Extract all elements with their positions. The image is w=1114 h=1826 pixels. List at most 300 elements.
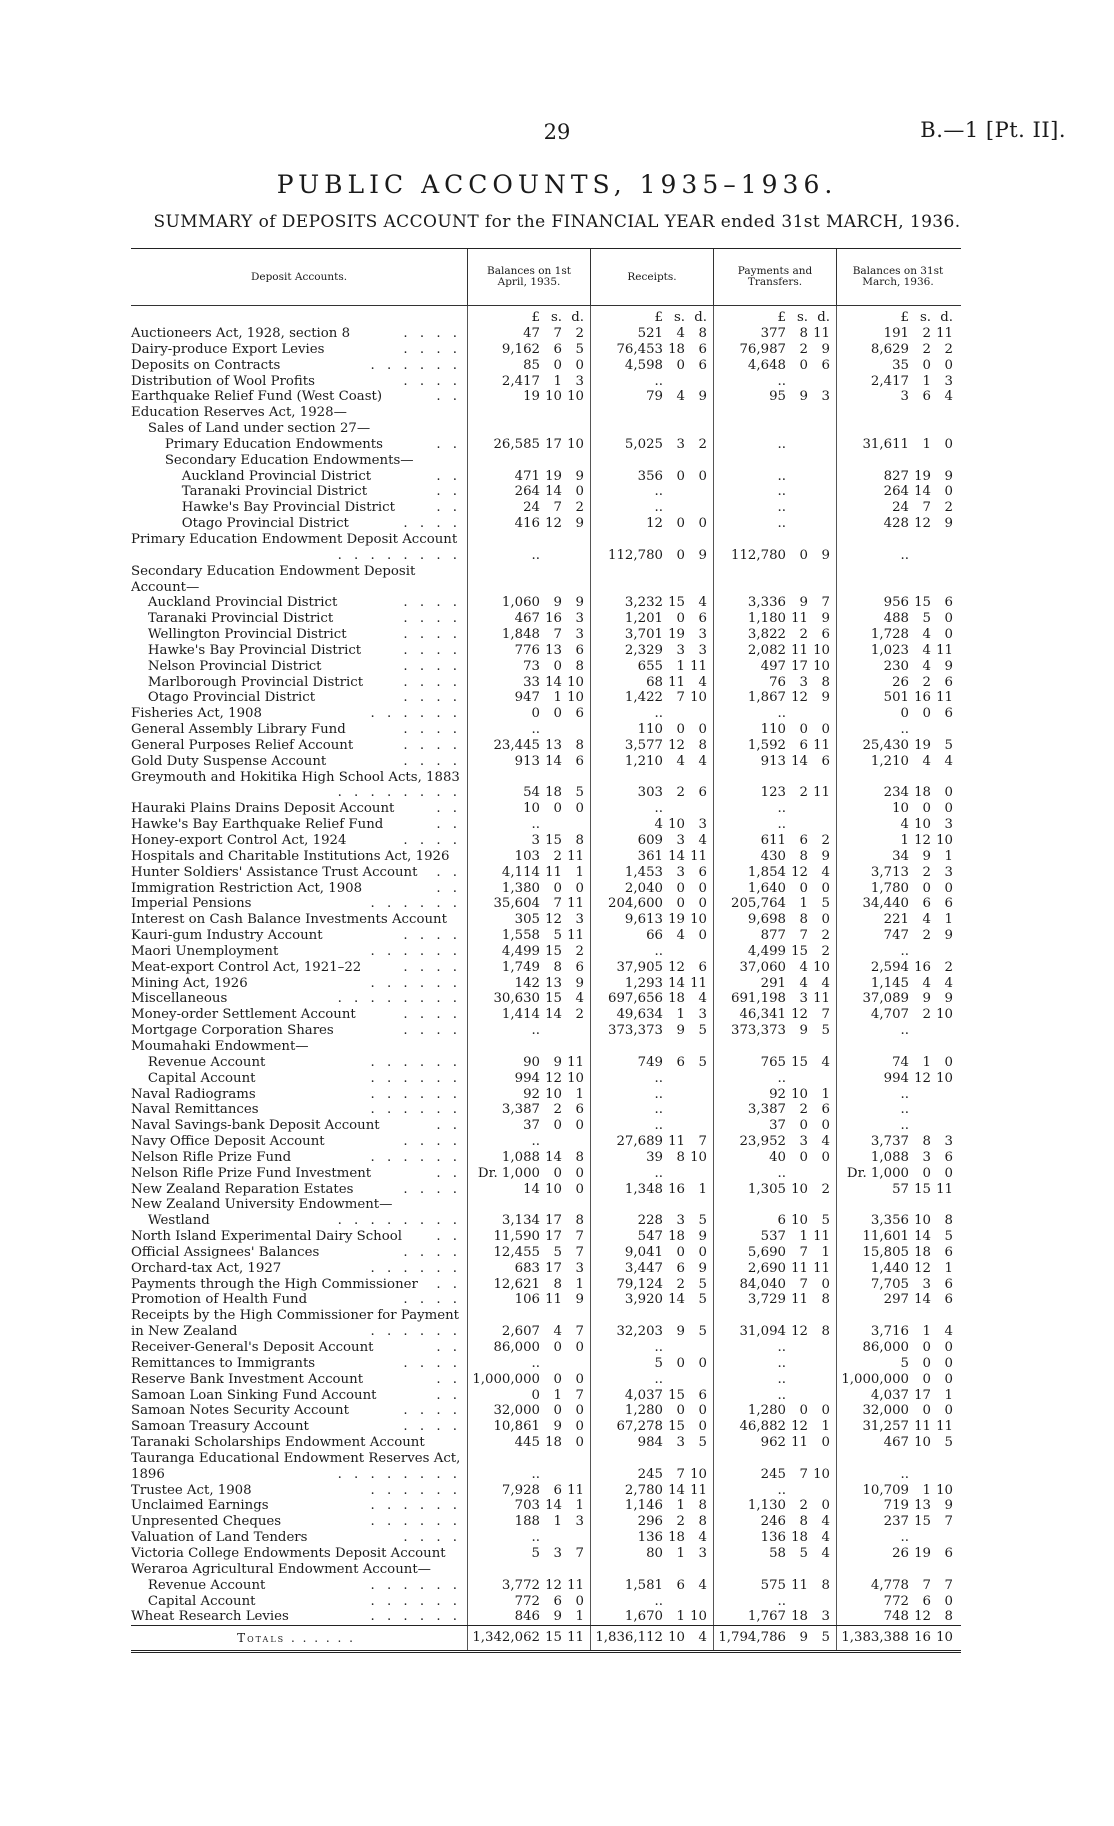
amount-cell (713, 991, 836, 1007)
amount-cell (590, 1419, 713, 1435)
leader-dots: . . . . (403, 690, 461, 706)
pounds: 377 (760, 326, 786, 341)
table-row (131, 627, 961, 643)
account-name-cell (131, 1213, 467, 1229)
pounds: 7,928 (501, 1482, 540, 1498)
pence (808, 1562, 830, 1578)
amount-cell (590, 1292, 713, 1308)
shillings: 1 (922, 436, 931, 452)
pence: 9 (821, 690, 830, 706)
pounds: .. (777, 468, 786, 484)
account-name: Education Reserves Act, 1928— (131, 405, 347, 421)
pounds: 74 (892, 1054, 909, 1070)
shillings: 12 (545, 516, 562, 532)
shillings (909, 1197, 931, 1213)
shillings: 2 (922, 1007, 931, 1023)
pounds: 1,380 (501, 880, 540, 896)
pounds: 488 (883, 611, 909, 627)
pounds: .. (654, 1371, 663, 1387)
pounds: 3,716 (870, 1324, 909, 1340)
account-name: Earthquake Relief Fund (West Coast) (131, 389, 383, 405)
pence: 0 (944, 484, 953, 500)
shillings: 1 (799, 1229, 808, 1245)
account-name: Mortgage Corporation Shares (131, 1023, 334, 1039)
pounds: 205,764 (731, 896, 786, 912)
pence: 4 (698, 1577, 707, 1593)
pounds: .. (531, 722, 540, 738)
account-name: Wheat Research Levies (131, 1609, 289, 1625)
column-header-opening-balance: Balances on 1st April, 1935. (467, 249, 590, 305)
shillings (786, 405, 808, 421)
amount-cell (836, 706, 959, 722)
pence: 11 (690, 1482, 707, 1498)
pounds: .. (900, 1530, 909, 1546)
pence: 3 (698, 1545, 707, 1561)
pounds: 136 (637, 1530, 663, 1546)
pence: 0 (821, 722, 830, 738)
table-row (131, 1435, 961, 1451)
pounds: 1,383,388 (841, 1630, 909, 1646)
account-name-cell (131, 437, 467, 453)
pounds: 47 (523, 326, 540, 341)
amount-cell (836, 928, 959, 944)
account-name-cell (131, 1245, 467, 1261)
pence: 2 (575, 943, 584, 959)
amount-cell (467, 976, 590, 992)
shillings: 0 (922, 1340, 931, 1355)
account-name-cell (131, 1007, 467, 1023)
pounds: 846 (514, 1609, 540, 1625)
pounds: 956 (883, 595, 909, 611)
shillings (786, 1388, 808, 1404)
shillings: 10 (791, 1213, 808, 1229)
account-name-cell (131, 627, 467, 643)
pence: 6 (575, 959, 584, 975)
amount-cell (590, 1229, 713, 1245)
pence: 8 (575, 658, 584, 674)
account-name: Imperial Pensions (131, 896, 252, 912)
account-name: Hunter Soldiers' Assistance Trust Account (131, 864, 418, 880)
pounds (468, 1197, 540, 1213)
amount-cell (590, 1245, 713, 1261)
amount-cell (836, 627, 959, 643)
amount-cell (713, 849, 836, 865)
shillings: 10 (545, 1181, 562, 1197)
amount-cell (590, 991, 713, 1007)
amount-cell (836, 690, 959, 706)
pounds: 110 (637, 722, 663, 738)
table-row (131, 991, 961, 1007)
shillings (663, 1372, 685, 1388)
shillings: 10 (545, 1086, 562, 1102)
shillings: 4 (553, 1324, 562, 1340)
amount-cell (467, 770, 590, 802)
leader-dots: . . . . (403, 674, 461, 690)
pence: 11 (936, 642, 953, 658)
amount-cell (590, 896, 713, 912)
pounds (591, 1039, 663, 1055)
shillings: 0 (799, 1403, 808, 1419)
pence: 8 (944, 1213, 953, 1229)
pence (562, 722, 584, 738)
shillings: 3 (922, 1276, 931, 1292)
shillings: 2 (922, 864, 931, 880)
account-name-cell (131, 1451, 467, 1483)
shillings: 0 (553, 1403, 562, 1419)
pence (931, 421, 953, 437)
pence: 7 (944, 1514, 953, 1530)
account-name-cell (131, 1118, 467, 1134)
pounds: 30,630 (493, 991, 540, 1007)
pence: 10 (813, 642, 830, 658)
amount-cell (836, 1546, 959, 1562)
shillings: 15 (914, 1514, 931, 1530)
amount-cell (836, 1102, 959, 1118)
pounds: 1,088 (501, 1149, 540, 1165)
pence: 6 (698, 341, 707, 357)
amount-cell (713, 896, 836, 912)
table-row (131, 358, 961, 374)
pounds: 37,060 (739, 959, 786, 975)
amount-cell (467, 1134, 590, 1150)
account-name: Westland (131, 1213, 210, 1229)
amount-cell (467, 1245, 590, 1261)
account-name-cell (131, 1087, 467, 1103)
shillings: 12 (914, 1609, 931, 1625)
table-row (131, 754, 961, 770)
pounds: .. (900, 1023, 909, 1039)
amount-cell (590, 421, 713, 437)
pounds: 291 (760, 975, 786, 991)
amount-cell (836, 1134, 959, 1150)
pounds: 34,440 (862, 896, 909, 912)
table-row (131, 611, 961, 627)
pounds: 361 (637, 848, 663, 864)
pence: 5 (821, 1213, 830, 1229)
account-name: Taranaki Scholarships Endowment Account (131, 1435, 425, 1451)
pence: 0 (821, 1276, 830, 1292)
amount-cell (590, 881, 713, 897)
pence: 9 (944, 1498, 953, 1514)
pence: 4 (944, 389, 953, 405)
leader-dots: . . . . (403, 1530, 461, 1546)
shillings: 2 (922, 326, 931, 341)
pence: 4 (698, 833, 707, 848)
amount-cell (713, 326, 836, 342)
pence (808, 1340, 830, 1356)
shillings: 4 (922, 627, 931, 643)
account-name: Deposits on Contracts (131, 357, 281, 373)
account-name: Meat-export Control Act, 1921–22 (131, 959, 362, 975)
shillings (663, 1087, 685, 1103)
account-name: Naval Savings-bank Deposit Account (131, 1118, 380, 1134)
pounds: 112,780 (608, 547, 663, 563)
table-row (131, 1308, 961, 1340)
pence: 11 (936, 1419, 953, 1435)
table-row (131, 1087, 961, 1103)
pounds: 9,698 (747, 912, 786, 928)
pence: 0 (575, 1371, 584, 1387)
shillings: 9 (553, 1054, 562, 1070)
amount-cell (467, 1118, 590, 1134)
amount-cell (836, 564, 959, 596)
shillings (786, 1356, 808, 1372)
units-cell (836, 306, 959, 326)
shillings: 9 (799, 389, 808, 405)
shillings: 11 (668, 674, 685, 690)
shillings: 11 (668, 1134, 685, 1150)
shillings: 0 (799, 722, 808, 738)
account-name: General Assembly Library Fund (131, 722, 346, 738)
pounds: 2,329 (624, 642, 663, 658)
leader-dots: . . (436, 500, 461, 516)
shillings: 0 (553, 801, 562, 817)
shillings: 16 (668, 1181, 685, 1197)
account-name-cell (131, 817, 467, 833)
amount-cell (590, 833, 713, 849)
pounds: .. (654, 801, 663, 817)
pounds: 27,689 (616, 1134, 663, 1150)
account-name: Greymouth and Hokitika High School Acts, 1883 (131, 769, 460, 785)
shillings: 11 (791, 1577, 808, 1593)
shillings (540, 453, 562, 469)
amount-cell (836, 1483, 959, 1499)
pence: 4 (944, 975, 953, 991)
account-name: Orchard-tax Act, 1927 (131, 1260, 282, 1276)
pence: 10 (567, 674, 584, 690)
pounds: 5,025 (624, 436, 663, 452)
shillings: 1 (553, 373, 562, 389)
shillings: 13 (914, 1498, 931, 1514)
pence: 6 (944, 1149, 953, 1165)
pence (685, 453, 707, 469)
pounds: 1,180 (747, 611, 786, 627)
account-name: Revenue Account (131, 1577, 266, 1593)
pence (931, 1087, 953, 1103)
shillings: 15 (545, 991, 562, 1007)
shillings (909, 722, 931, 738)
amount-cell (836, 722, 959, 738)
pounds: 3,822 (747, 627, 786, 643)
shillings: 0 (676, 516, 685, 532)
amount-cell (590, 1102, 713, 1118)
shillings (909, 1118, 931, 1134)
table-row (131, 1419, 961, 1435)
shillings (663, 1340, 685, 1356)
amount-cell (836, 516, 959, 532)
totals-cell (836, 1626, 959, 1650)
pounds: 1,210 (870, 753, 909, 769)
pounds: .. (531, 547, 540, 563)
table-row (131, 1594, 961, 1610)
pence: 10 (567, 389, 584, 405)
account-name-cell (131, 1514, 467, 1530)
amount-cell (713, 469, 836, 485)
pence (808, 1594, 830, 1610)
leader-dots: . . . . . . . . (337, 991, 461, 1007)
amount-cell (836, 469, 959, 485)
amount-cell (836, 1356, 959, 1372)
pence: 11 (567, 1577, 584, 1593)
amount-cell (590, 484, 713, 500)
shillings: 18 (668, 1530, 685, 1546)
shillings: 11 (545, 1292, 562, 1308)
pounds: 2,780 (624, 1482, 663, 1498)
pounds: .. (900, 547, 909, 563)
table-row (131, 453, 961, 469)
amount-cell (713, 516, 836, 532)
amount-cell (467, 1071, 590, 1087)
shillings: 10 (914, 1213, 931, 1229)
amount-cell (467, 1546, 590, 1562)
shillings: 6 (553, 1593, 562, 1609)
shillings: 12 (914, 833, 931, 848)
shillings: 4 (676, 928, 685, 944)
shillings (786, 374, 808, 390)
amount-cell (467, 1578, 590, 1594)
shillings: 2 (922, 674, 931, 690)
pounds: 3,356 (870, 1213, 909, 1229)
pence (685, 706, 707, 722)
amount-cell (467, 564, 590, 596)
account-name-cell (131, 1498, 467, 1514)
pence: 7 (575, 1545, 584, 1561)
column-header-receipts: Receipts. (590, 249, 713, 305)
pence (562, 1562, 584, 1578)
pence: 6 (944, 1545, 953, 1561)
account-name-cell (131, 991, 467, 1007)
pounds: 191 (883, 326, 909, 341)
pounds (591, 453, 663, 469)
pence (808, 469, 830, 485)
amount-cell (467, 1498, 590, 1514)
pounds: 1,088 (870, 1149, 909, 1165)
pence: 3 (575, 373, 584, 389)
amount-cell (590, 1087, 713, 1103)
leader-dots: . . . . (403, 1403, 461, 1419)
amount-cell (467, 1150, 590, 1166)
table-row (131, 1261, 961, 1277)
table-row (131, 1007, 961, 1023)
shillings: 4 (922, 642, 931, 658)
shillings: 1 (922, 1482, 931, 1498)
pounds: 827 (883, 468, 909, 484)
account-name-cell (131, 500, 467, 516)
shillings: 6 (922, 896, 931, 912)
table-row (131, 1166, 961, 1182)
amount-cell (713, 976, 836, 992)
amount-cell (713, 1055, 836, 1071)
leader-dots: . . . . (403, 642, 461, 658)
pence: 1 (944, 1387, 953, 1403)
shillings: 0 (553, 658, 562, 674)
pounds: 237 (883, 1514, 909, 1530)
account-name: Trustee Act, 1908 (131, 1482, 252, 1498)
pence: 10 (567, 690, 584, 706)
pence (685, 1340, 707, 1356)
pounds: 66 (646, 928, 663, 944)
account-name-cell (131, 1023, 467, 1039)
pounds: 2,594 (870, 959, 909, 975)
amount-cell (467, 1055, 590, 1071)
table-row (131, 1609, 961, 1625)
account-name-cell (131, 1388, 467, 1404)
pounds (714, 421, 786, 437)
pence (931, 1530, 953, 1546)
leader-dots: . . (436, 484, 461, 500)
pence: 0 (944, 1355, 953, 1371)
amount-cell (836, 896, 959, 912)
shillings: 11 (791, 611, 808, 627)
pence: 4 (821, 1545, 830, 1561)
amount-cell (467, 484, 590, 500)
pence: 9 (698, 389, 707, 405)
pounds: 26 (892, 1545, 909, 1561)
pounds: 1,780 (870, 880, 909, 896)
pence: 1 (944, 1260, 953, 1276)
amount-cell (590, 389, 713, 405)
pounds: 683 (514, 1260, 540, 1276)
pounds: 747 (883, 928, 909, 944)
pence (562, 1023, 584, 1039)
pence: 11 (567, 848, 584, 864)
amount-cell (713, 1087, 836, 1103)
pence: 0 (944, 357, 953, 373)
pence: 0 (575, 880, 584, 896)
pounds: 467 (883, 1435, 909, 1451)
pence: 0 (698, 722, 707, 738)
shillings (786, 1197, 808, 1213)
pence: 8 (821, 674, 830, 690)
pence: 3 (944, 864, 953, 880)
shillings: 0 (553, 357, 562, 373)
pounds: 3,387 (747, 1102, 786, 1118)
pence (808, 1356, 830, 1372)
amount-cell (467, 690, 590, 706)
shillings: 7 (799, 1244, 808, 1260)
shillings: 15 (914, 595, 931, 611)
amount-cell (590, 690, 713, 706)
leader-dots: . . (436, 389, 461, 405)
amount-cell (713, 342, 836, 358)
units-row (131, 306, 961, 326)
shillings: 14 (668, 1482, 685, 1498)
pounds: 1,210 (624, 753, 663, 769)
pounds: 1,145 (870, 975, 909, 991)
pounds: 245 (760, 1466, 786, 1482)
pence: 6 (944, 1276, 953, 1292)
shillings: 3 (676, 436, 685, 452)
shillings: 9 (553, 1419, 562, 1435)
account-name: Samoan Notes Security Account (131, 1403, 349, 1419)
leader-dots: . . . . (403, 833, 461, 848)
account-name-cell (131, 1546, 467, 1562)
amount-cell (590, 944, 713, 960)
pounds: 373,373 (731, 1023, 786, 1039)
account-name-cell (131, 1356, 467, 1372)
shillings: 1 (676, 1545, 685, 1561)
amount-cell (590, 1530, 713, 1546)
pence: 7 (698, 1134, 707, 1150)
account-name: Hawke's Bay Provincial District (131, 500, 395, 516)
amount-cell (713, 1182, 836, 1198)
pence: 9 (944, 928, 953, 944)
pence: 3 (698, 817, 707, 833)
shillings (540, 421, 562, 437)
amount-cell (713, 1340, 836, 1356)
pounds: 356 (637, 468, 663, 484)
pounds: 748 (883, 1609, 909, 1625)
